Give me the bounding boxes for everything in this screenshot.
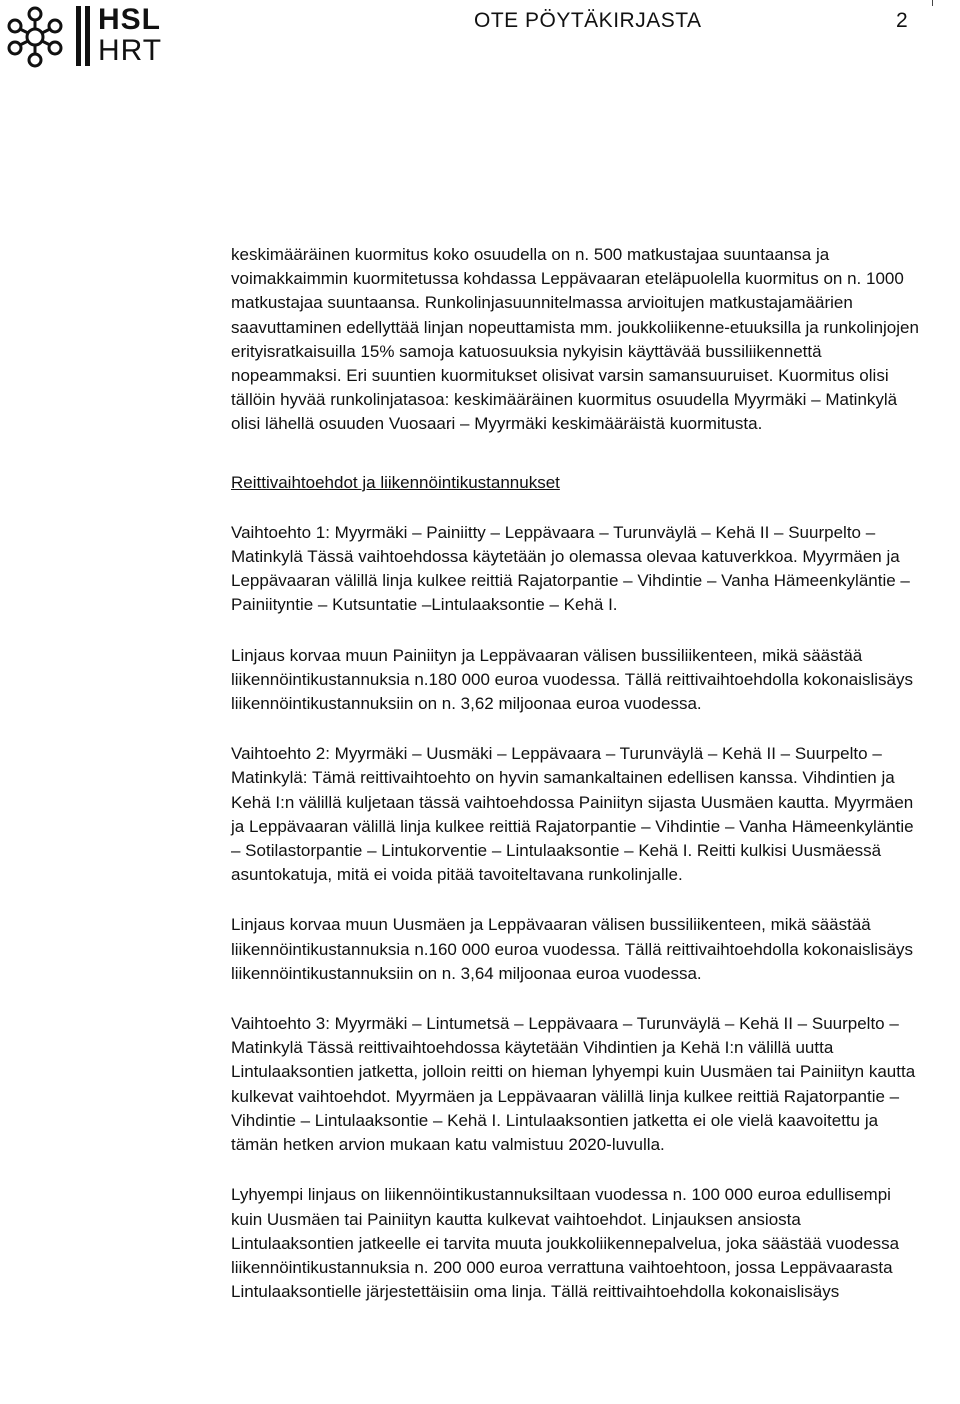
logo-line-hsl: HSL	[98, 3, 161, 36]
paragraph-option-3-cost: Lyhyempi linjaus on liikennöintikustannuksiltaan vuodessa n. 100 000 euroa edullisempi kuin Uusmäen tai Painiityn kautta kulkevat vaihtoehdot. Linjauksen ansiosta Lintulaaksontien jatkeelle ei tarvita muuta joukkoliikennepalvelua, joka säästää vuodessa liikennöintikustannuksia n. 200 000 euroa verrattuna vaihtoehtoon, jossa Leppävaarasta Lintulaaksontielle järjestettäisiin oma linja. Tällä reittivaihtoehdolla kokonaislisäys	[231, 1185, 900, 1302]
document-title: OTE PÖYTÄKIRJASTA	[474, 9, 702, 32]
paragraph-option-1: Vaihtoehto 1: Myyrmäki – Painiitty – Leppävaara – Turunväylä – Kehä II – Suurpelto – Matinkylä Tässä vaihtoehdossa käytetään jo olemassa olevaa katuverkkoa. Myyrmäen ja Leppävaaran välillä linja kulkee reittiä Rajatorpantie – Vihdintie – Vanha Hämeenkyläntie – Painiityntie – Kutsuntatie –Lintulaaksontie – Kehä I.	[231, 522, 910, 615]
hsl-flower-logo-icon	[0, 2, 70, 72]
logo-divider-bars	[74, 6, 94, 66]
paragraph-option-2-cost: Linjaus korvaa muun Uusmäen ja Leppävaaran välisen bussiliikenteen, mikä säästää liikennöintikustannuksia n.160 000 euroa vuodessa. Tällä reittivaihtoehdolla kokonaislisäys liikennöintikustannuksiin on n. 3,64 miljoonaa euroa vuodessa.	[231, 915, 914, 983]
logo-wordmark	[98, 4, 162, 66]
logo-line-hrt: HRT	[98, 34, 163, 67]
page-number: 2	[896, 9, 908, 32]
margin-mark	[932, 0, 933, 6]
intro-paragraph: keskimääräinen kuormitus koko osuudella on n. 500 matkustajaa suuntaansa ja voimakkaimmin kuormitetussa kohdassa Leppävaaran eteläpuolella kuormitus on n. 1000 matkustajaa suuntaansa. Runkolinjasuunnitelmassa arvioitujen matkustajamäärien saavuttaminen edellyttää linjan nopeuttamista mm. joukkoliikenne-etuuksilla ja runkolinjojen erityisratkaisuilla 15% samoja katuosuuksia nykyisin käyttävää bussiliikennettä nopeammaksi. Eri suuntien kuormitukset olisivat varsin samansuuruiset. Kuormitus olisi tällöin hyvää runkolinjatasoa: keskimääräinen kuormitus osuudella Myyrmäki – Matinkylä olisi lähellä osuuden Vuosaari – Myyrmäki keskimääräistä kuormitusta.	[231, 245, 919, 434]
paragraph-option-3: Vaihtoehto 3: Myyrmäki – Lintumetsä – Leppävaara – Turunväylä – Kehä II – Suurpelto – Matinkylä Tässä reittivaihtoehdossa käytetään Vihdintien ja Kehä I:n välillä uutta Lintulaaksontien jatketta, jolloin reitti on hieman lyhyempi kuin Uusmäen tai Painiityn kautta kulkevat vaihtoehdot. Myyrmäen ja Leppävaaran välillä linja kulkee reittiä Rajatorpantie – Vihdintie – Lintulaaksontie – Kehä I. Lintulaaksontien jatketta ei ole vielä kaavoitettu ja tämän hetken arvion mukaan katu valmistuu 2020-luvulla.	[231, 1014, 916, 1155]
hsl-logo	[0, 2, 172, 72]
document-body	[231, 243, 921, 1304]
page-header	[0, 0, 960, 80]
section-heading: Reittivaihtoehdot ja liikennöintikustannukset	[231, 472, 560, 492]
paragraph-option-1-cost: Linjaus korvaa muun Painiityn ja Leppävaaran välisen bussiliikenteen, mikä säästää liikennöintikustannuksia n.180 000 euroa vuodessa. Tällä reittivaihtoehdolla kokonaislisäys liikennöintikustannuksiin on n. 3,62 miljoonaa euroa vuodessa.	[231, 645, 914, 714]
paragraph-option-2: Vaihtoehto 2: Myyrmäki – Uusmäki – Leppävaara – Turunväylä – Kehä II – Suurpelto – Matinkylä: Tämä reittivaihtoehto on hyvin samankaltainen edellisen kanssa. Vihdintien ja Kehä I:n välillä kuljetaan tässä vaihtoehdossa Painiityn sijasta Uusmäen kautta. Myyrmäen ja Leppävaaran välillä linja kulkee reittiä Rajatorpantie – Vihdintie – Vanha Hämeenkyläntie – Sotilastorpantie – Lintukorventie – Lintulaaksontie – Kehä I. Reitti kulkisi Uusmäessä asuntokatuja, mitä ei voida pitää tavoiteltavana runkolinjalle.	[231, 744, 914, 885]
